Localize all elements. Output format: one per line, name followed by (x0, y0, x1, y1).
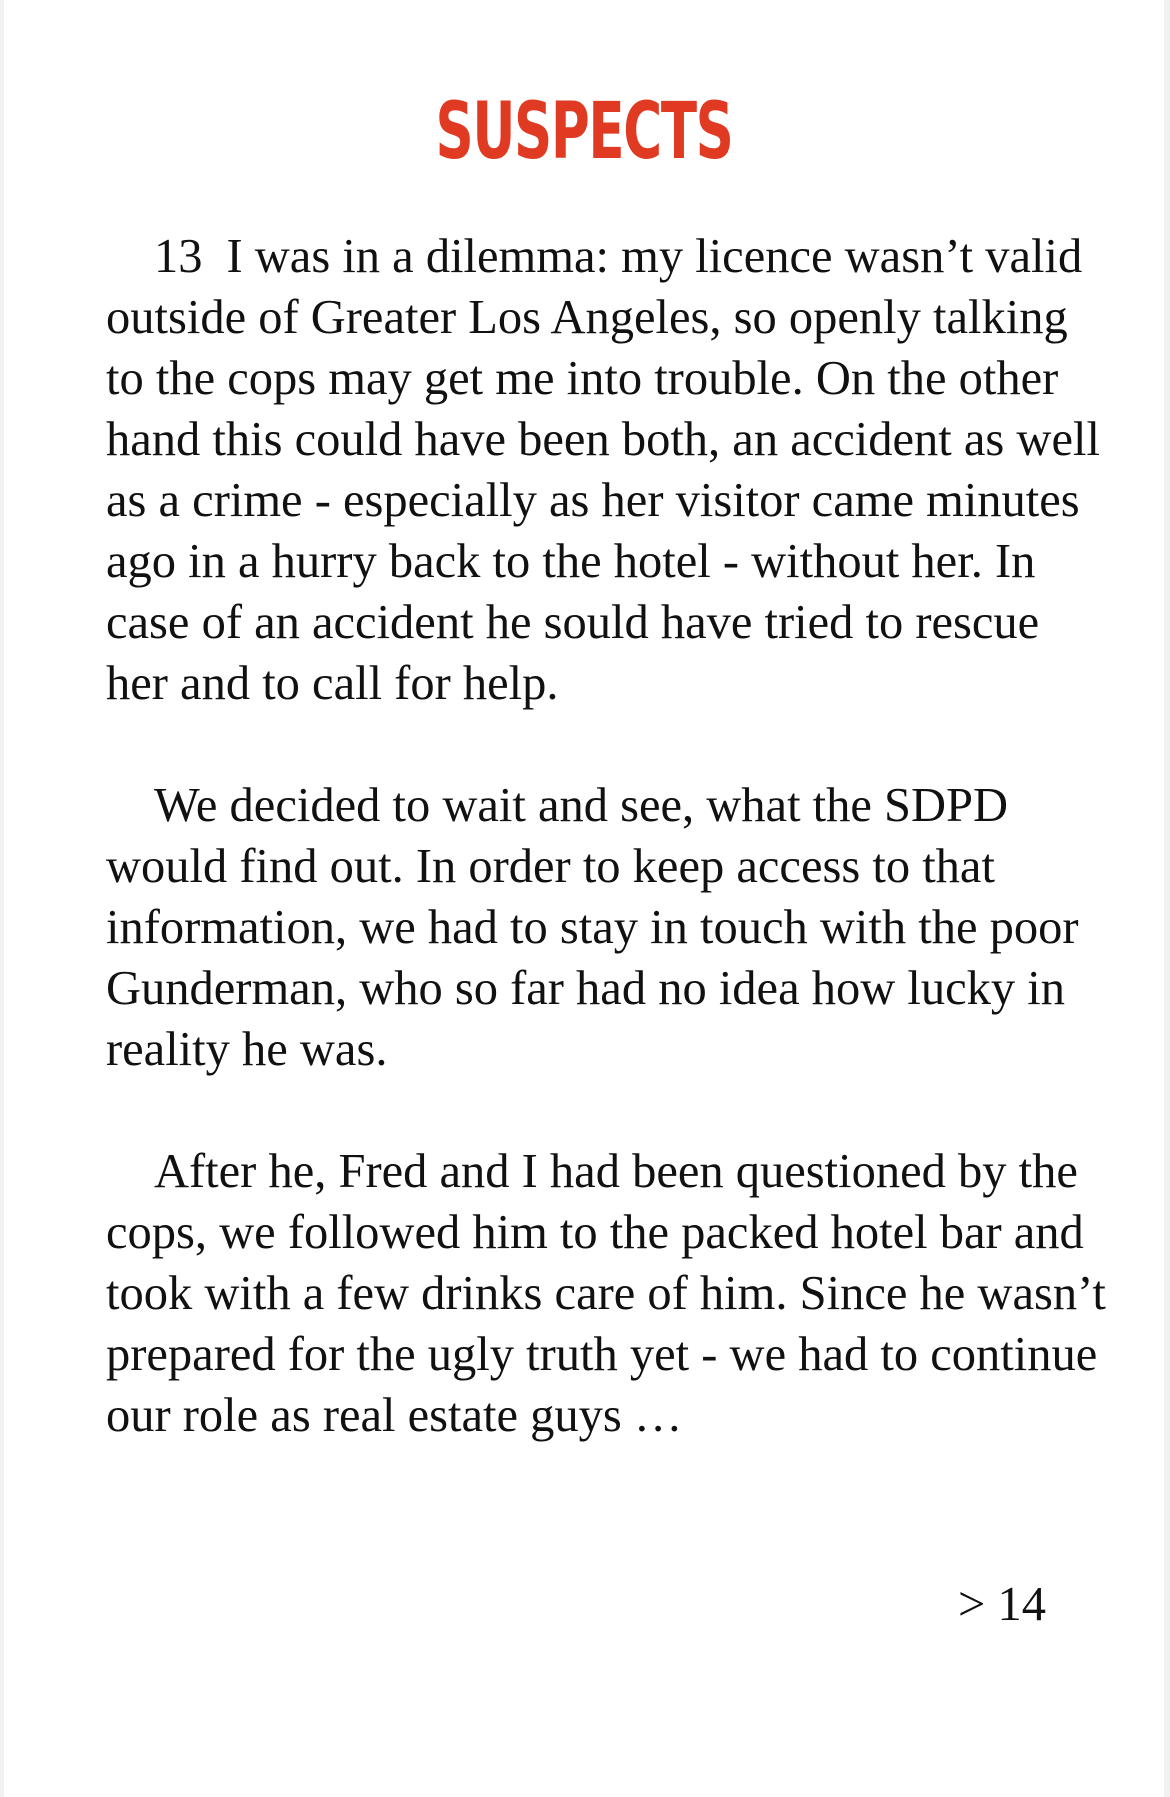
paragraph (106, 1141, 1106, 1446)
paragraph (106, 775, 1106, 1080)
chapter-title: SUSPECTS (435, 87, 733, 177)
next-chapter-link[interactable]: > 14 (958, 1578, 1046, 1631)
paragraph-text: We decided to wait and see, what the SDPD would find out. In order to keep access to that information, we had to stay in touch with the poor Gunderman, who so far had no idea how lucky in reality he was. (106, 779, 1079, 1076)
book-page (4, 0, 1164, 1797)
chapter-number: 13 (154, 230, 203, 283)
paragraph-text: I was in a dilemma: my licence wasn’t valid outside of Greater Los Angeles, so openly talking to the cops may get me into trouble. On the other hand this could have been both, an accident as well as a crime - especially as her visitor came minutes ago in a hurry back to the hotel - without her. In case of an accident he sould have tried to rescue her and to call for help. (106, 230, 1100, 710)
paragraph-text: After he, Fred and I had been questioned by the cops, we followed him to the packed hotel bar and took with a few drinks care of him. Since he wasn’t prepared for the ugly truth yet - we had to continue our role as real estate guys … (106, 1145, 1106, 1442)
chapter-body (106, 226, 1106, 1507)
paragraph (106, 226, 1106, 714)
